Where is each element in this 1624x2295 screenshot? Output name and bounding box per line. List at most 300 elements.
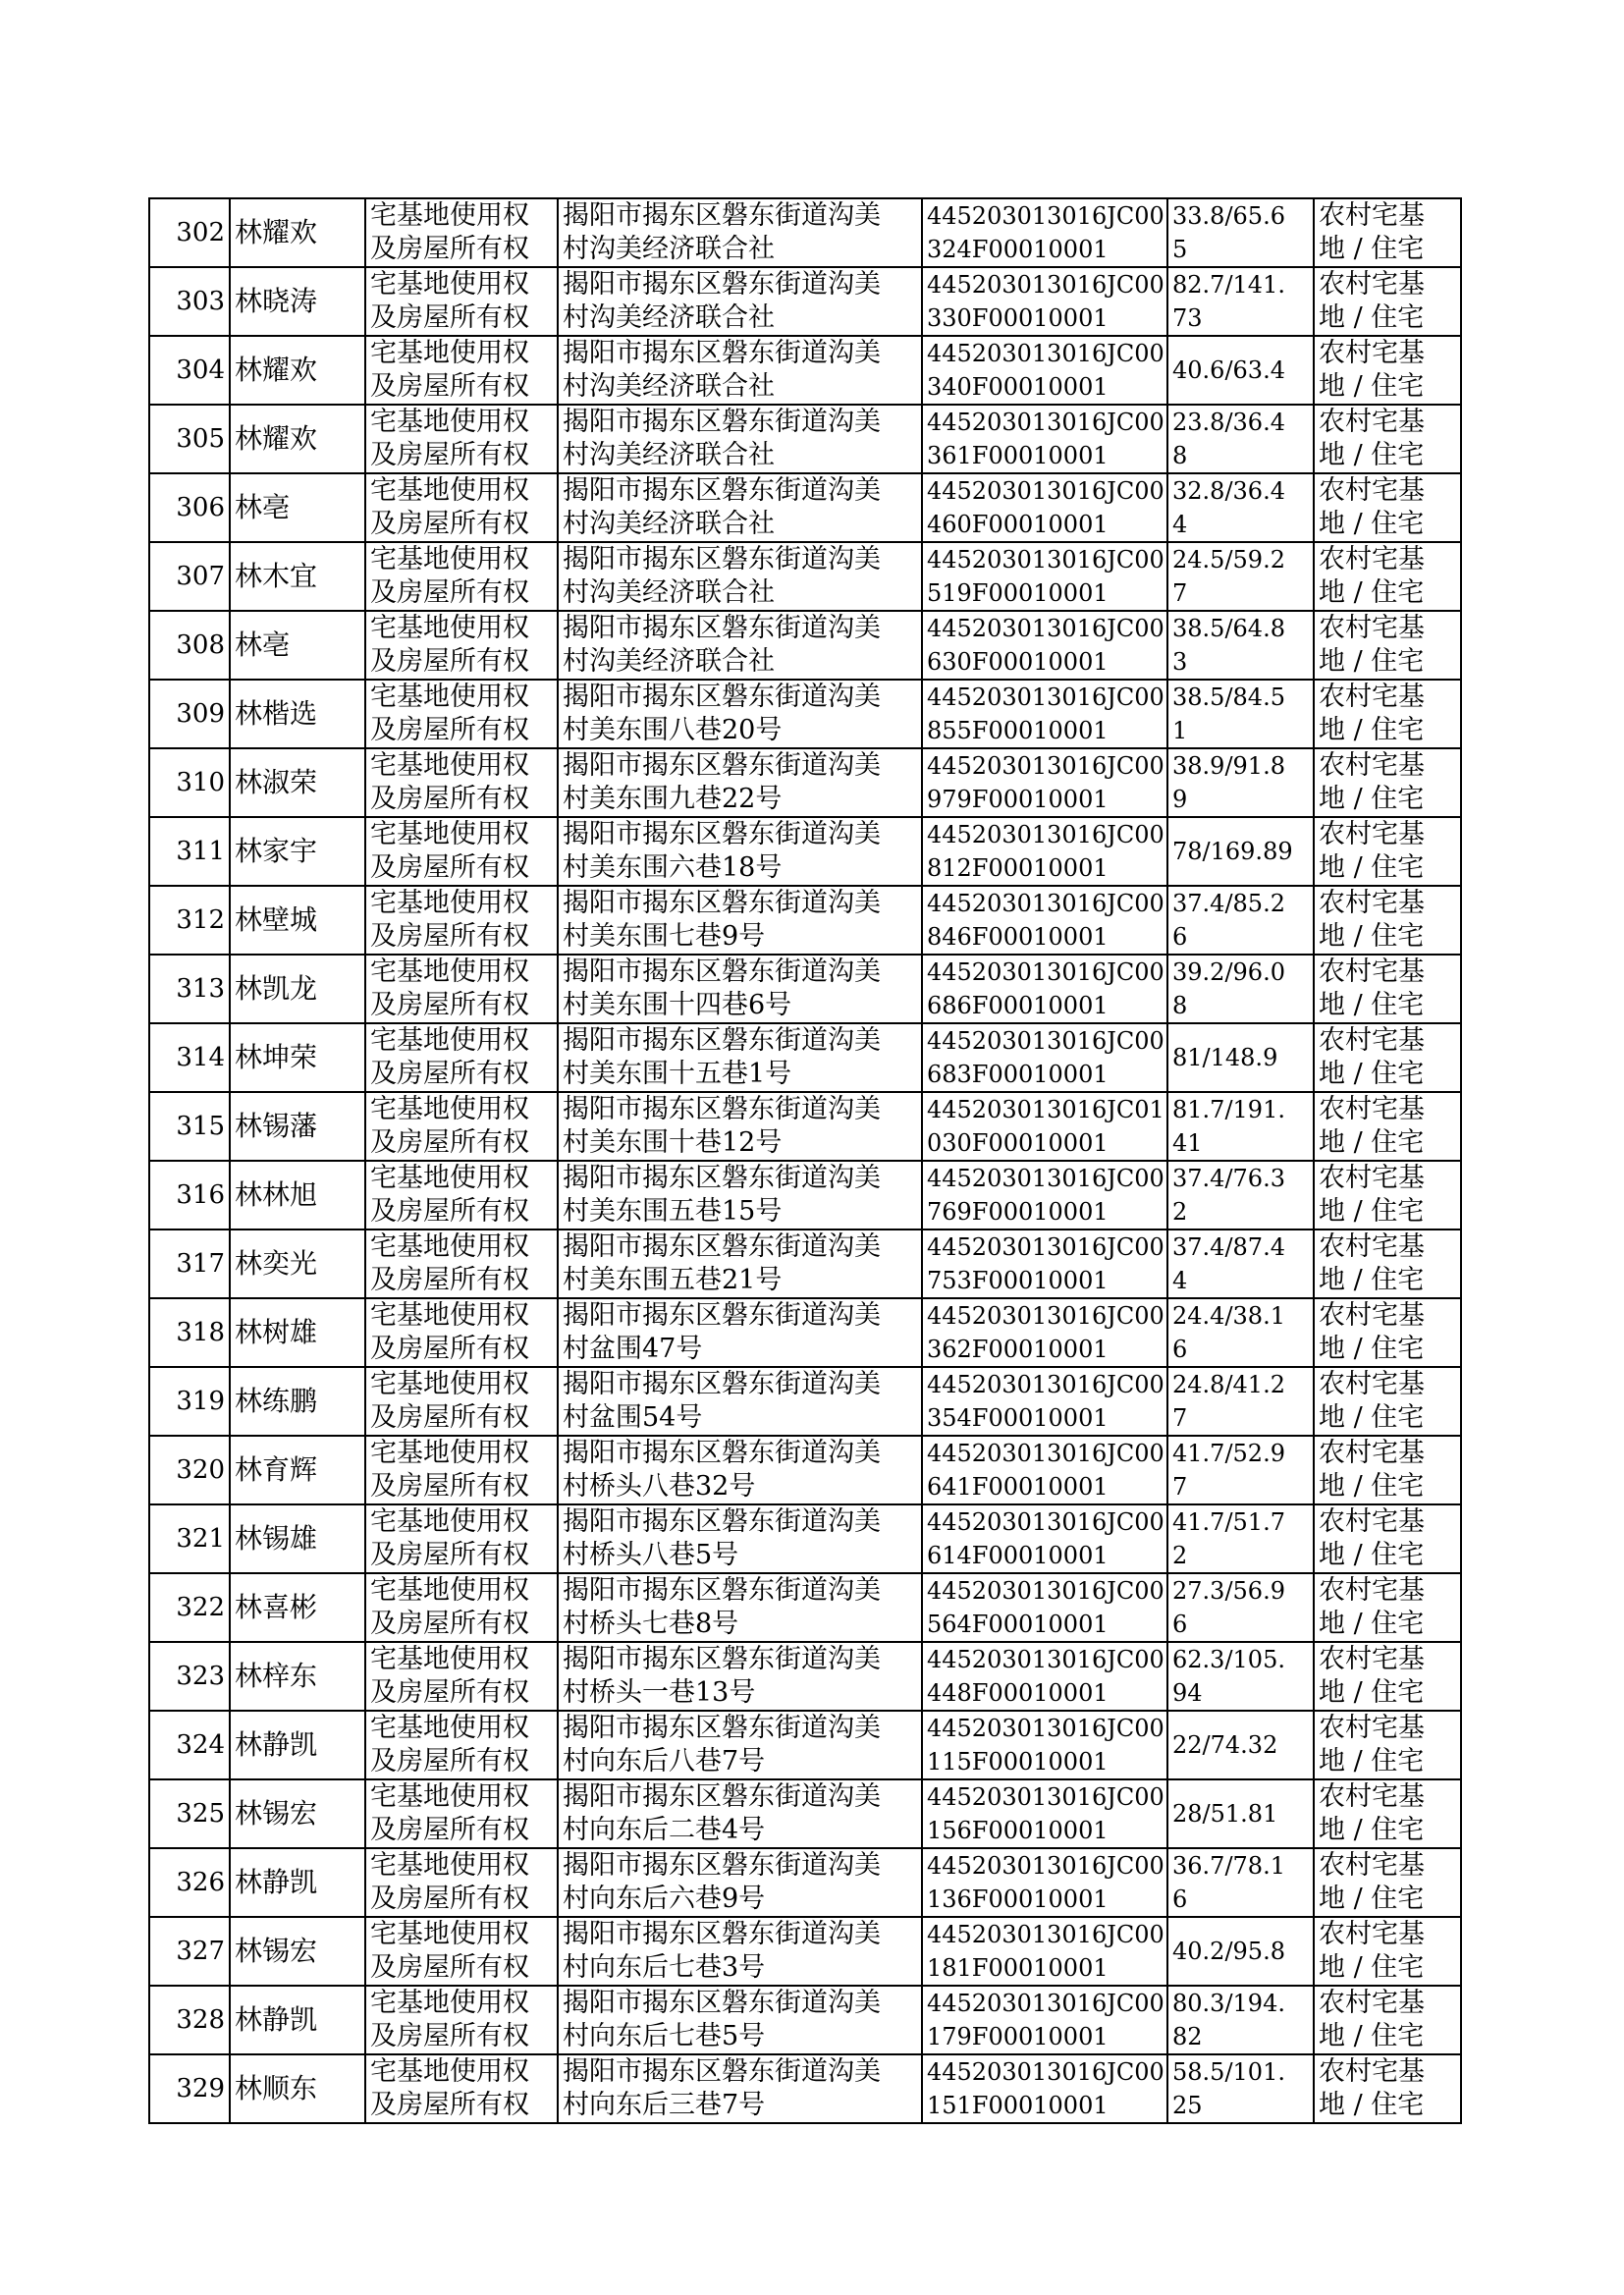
unit-code-cell (922, 1367, 1167, 1436)
land-use-cell-line: 地 / 住宅 (1319, 1471, 1425, 1502)
land-use-cell (1314, 1023, 1461, 1092)
area-cell (1167, 1367, 1314, 1436)
unit-code-cell-line: 445203013016JC00 (927, 409, 1164, 436)
row-number-cell: 304 (149, 336, 230, 405)
land-use-cell (1314, 886, 1461, 955)
unit-code-cell-line: 156F00010001 (927, 1817, 1109, 1844)
unit-code-cell-line: 362F00010001 (927, 1336, 1109, 1363)
land-use-cell (1314, 611, 1461, 680)
area-cell-line: 78/169.89 (1172, 838, 1293, 865)
unit-code-cell (922, 1986, 1167, 2054)
address-cell (558, 473, 922, 542)
unit-code-cell (922, 1504, 1167, 1573)
address-cell-line: 村盆围54号 (563, 1402, 703, 1433)
land-use-cell-line: 农村宅基 (1319, 1025, 1425, 1056)
address-cell-line: 揭阳市揭东区磐东街道沟美 (563, 338, 881, 368)
address-cell-line: 揭阳市揭东区磐东街道沟美 (563, 2056, 881, 2087)
right-type-cell-line: 宅基地使用权 (370, 2056, 529, 2087)
unit-code-cell-line: 445203013016JC00 (927, 1715, 1164, 1742)
area-cell-line: 73 (1172, 304, 1203, 332)
land-use-cell (1314, 1573, 1461, 1642)
owner-name-cell: 林锡雄 (230, 1504, 365, 1573)
right-type-cell (365, 1298, 558, 1367)
owner-name-cell: 林静凯 (230, 1986, 365, 2054)
row-number-cell: 321 (149, 1504, 230, 1573)
land-use-cell-line: 农村宅基 (1319, 750, 1425, 781)
land-use-cell-line: 农村宅基 (1319, 1575, 1425, 1606)
area-cell-line: 58.5/101. (1172, 2058, 1285, 2086)
unit-code-cell (922, 1848, 1167, 1917)
right-type-cell-line: 宅基地使用权 (370, 1850, 529, 1881)
table-row (149, 1367, 1461, 1436)
right-type-cell-line: 及房屋所有权 (370, 1127, 529, 1158)
area-cell-line: 7 (1172, 579, 1188, 607)
row-number-cell: 318 (149, 1298, 230, 1367)
address-cell (558, 1504, 922, 1573)
unit-code-cell-line: 445203013016JC00 (927, 271, 1164, 299)
area-cell-line: 4 (1172, 511, 1188, 538)
owner-name-cell: 林耀欢 (230, 336, 365, 405)
land-use-cell-line: 地 / 住宅 (1319, 1609, 1425, 1639)
owner-name-cell: 林林旭 (230, 1161, 365, 1229)
unit-code-cell (922, 611, 1167, 680)
right-type-cell (365, 1161, 558, 1229)
area-cell-line: 1 (1172, 717, 1188, 744)
unit-code-cell-line: 614F00010001 (927, 1542, 1109, 1569)
right-type-cell (365, 886, 558, 955)
address-cell (558, 886, 922, 955)
land-use-cell-line: 地 / 住宅 (1319, 509, 1425, 539)
area-cell-line: 6 (1172, 1885, 1188, 1913)
address-cell-line: 村桥头八巷32号 (563, 1471, 756, 1502)
area-cell-line: 41.7/52.9 (1172, 1440, 1285, 1467)
row-number-cell: 319 (149, 1367, 230, 1436)
row-number-cell: 315 (149, 1092, 230, 1161)
address-cell-line: 揭阳市揭东区磐东街道沟美 (563, 1300, 881, 1331)
land-use-cell (1314, 1298, 1461, 1367)
address-cell-line: 村美东围六巷18号 (563, 852, 783, 883)
address-cell-line: 揭阳市揭东区磐东街道沟美 (563, 407, 881, 437)
area-cell-line: 2 (1172, 1542, 1188, 1569)
unit-code-cell-line: 519F00010001 (927, 579, 1109, 607)
area-cell-line: 6 (1172, 1336, 1188, 1363)
right-type-cell-line: 宅基地使用权 (370, 200, 529, 231)
row-number-cell: 329 (149, 2054, 230, 2123)
owner-name-cell: 林凯龙 (230, 955, 365, 1023)
owner-name-cell: 林亳 (230, 473, 365, 542)
unit-code-cell-line: 445203013016JC00 (927, 1783, 1164, 1811)
address-cell-line: 揭阳市揭东区磐东街道沟美 (563, 819, 881, 849)
row-number-cell: 322 (149, 1573, 230, 1642)
area-cell (1167, 1161, 1314, 1229)
table-row (149, 542, 1461, 611)
right-type-cell-line: 及房屋所有权 (370, 715, 529, 745)
area-cell-line: 25 (1172, 2092, 1203, 2119)
land-use-cell (1314, 680, 1461, 748)
land-use-cell-line: 地 / 住宅 (1319, 1196, 1425, 1227)
right-type-cell (365, 405, 558, 473)
unit-code-cell-line: 445203013016JC00 (927, 1440, 1164, 1467)
unit-code-cell (922, 1229, 1167, 1298)
address-cell-line: 村桥头一巷13号 (563, 1677, 756, 1708)
address-cell (558, 748, 922, 817)
land-use-cell-line: 地 / 住宅 (1319, 577, 1425, 608)
row-number-cell: 303 (149, 267, 230, 336)
land-use-cell (1314, 1642, 1461, 1711)
unit-code-cell-line: 324F00010001 (927, 236, 1109, 263)
right-type-cell-line: 宅基地使用权 (370, 1575, 529, 1606)
area-cell (1167, 1436, 1314, 1504)
unit-code-cell-line: 445203013016JC00 (927, 1165, 1164, 1192)
area-cell-line: 7 (1172, 1404, 1188, 1432)
unit-code-cell (922, 405, 1167, 473)
address-cell-line: 揭阳市揭东区磐东街道沟美 (563, 1506, 881, 1537)
land-use-cell (1314, 1917, 1461, 1986)
unit-code-cell (922, 1642, 1167, 1711)
land-use-cell-line: 农村宅基 (1319, 819, 1425, 849)
row-number-cell: 323 (149, 1642, 230, 1711)
land-use-cell-line: 地 / 住宅 (1319, 921, 1425, 952)
owner-name-cell: 林喜彬 (230, 1573, 365, 1642)
land-use-cell (1314, 1229, 1461, 1298)
land-use-cell-line: 农村宅基 (1319, 1713, 1425, 1743)
right-type-cell-line: 宅基地使用权 (370, 269, 529, 300)
area-cell-line: 41.7/51.7 (1172, 1508, 1285, 1536)
address-cell-line: 村向东后二巷4号 (563, 1815, 766, 1845)
area-cell-line: 39.2/96.0 (1172, 958, 1285, 986)
unit-code-cell (922, 473, 1167, 542)
unit-code-cell (922, 680, 1167, 748)
right-type-cell-line: 及房屋所有权 (370, 1471, 529, 1502)
unit-code-cell (922, 336, 1167, 405)
table-row (149, 1023, 1461, 1092)
area-cell-line: 36.7/78.1 (1172, 1852, 1285, 1880)
land-use-cell (1314, 198, 1461, 267)
right-type-cell (365, 2054, 558, 2123)
area-cell (1167, 1917, 1314, 1986)
owner-name-cell: 林顺东 (230, 2054, 365, 2123)
unit-code-cell-line: 445203013016JC00 (927, 958, 1164, 986)
right-type-cell (365, 1986, 558, 2054)
right-type-cell-line: 及房屋所有权 (370, 1196, 529, 1227)
address-cell-line: 揭阳市揭东区磐东街道沟美 (563, 1231, 881, 1262)
address-cell (558, 1573, 922, 1642)
right-type-cell (365, 267, 558, 336)
right-type-cell-line: 及房屋所有权 (370, 1609, 529, 1639)
table-row (149, 817, 1461, 886)
right-type-cell-line: 及房屋所有权 (370, 1334, 529, 1364)
address-cell (558, 1779, 922, 1848)
unit-code-cell-line: 769F00010001 (927, 1198, 1109, 1226)
address-cell (558, 611, 922, 680)
address-cell (558, 267, 922, 336)
land-use-cell (1314, 1092, 1461, 1161)
land-use-cell (1314, 817, 1461, 886)
unit-code-cell-line: 445203013016JC00 (927, 1233, 1164, 1261)
unit-code-cell-line: 445203013016JC00 (927, 1646, 1164, 1673)
owner-name-cell: 林楷选 (230, 680, 365, 748)
unit-code-cell-line: 445203013016JC00 (927, 340, 1164, 367)
right-type-cell (365, 473, 558, 542)
area-cell (1167, 267, 1314, 336)
table-row (149, 955, 1461, 1023)
owner-name-cell: 林练鹏 (230, 1367, 365, 1436)
address-cell (558, 1298, 922, 1367)
land-use-cell-line: 农村宅基 (1319, 1438, 1425, 1468)
owner-name-cell: 林壁城 (230, 886, 365, 955)
land-use-cell-line: 地 / 住宅 (1319, 2021, 1425, 2051)
land-use-cell-line: 地 / 住宅 (1319, 2090, 1425, 2120)
land-use-cell-line: 农村宅基 (1319, 613, 1425, 643)
address-cell-line: 揭阳市揭东区磐东街道沟美 (563, 1369, 881, 1399)
right-type-cell-line: 宅基地使用权 (370, 338, 529, 368)
table-row (149, 748, 1461, 817)
unit-code-cell-line: 630F00010001 (927, 648, 1109, 676)
right-type-cell-line: 宅基地使用权 (370, 407, 529, 437)
row-number-cell: 306 (149, 473, 230, 542)
address-cell (558, 1367, 922, 1436)
address-cell-line: 揭阳市揭东区磐东街道沟美 (563, 1575, 881, 1606)
area-cell-line: 40.2/95.8 (1172, 1938, 1285, 1965)
unit-code-cell-line: 460F00010001 (927, 511, 1109, 538)
area-cell-line: 37.4/85.2 (1172, 890, 1285, 917)
address-cell (558, 1917, 922, 1986)
row-number-cell: 316 (149, 1161, 230, 1229)
right-type-cell-line: 宅基地使用权 (370, 1506, 529, 1537)
row-number-cell: 309 (149, 680, 230, 748)
land-use-cell-line: 地 / 住宅 (1319, 646, 1425, 677)
right-type-cell-line: 及房屋所有权 (370, 1540, 529, 1570)
address-cell-line: 村沟美经济联合社 (563, 509, 775, 539)
address-cell-line: 揭阳市揭东区磐东街道沟美 (563, 1713, 881, 1743)
right-type-cell-line: 及房屋所有权 (370, 509, 529, 539)
unit-code-cell (922, 2054, 1167, 2123)
land-use-cell (1314, 1504, 1461, 1573)
row-number-cell: 307 (149, 542, 230, 611)
table-row (149, 1848, 1461, 1917)
address-cell-line: 揭阳市揭东区磐东街道沟美 (563, 682, 881, 712)
table-row (149, 1711, 1461, 1779)
row-number-cell: 312 (149, 886, 230, 955)
unit-code-cell-line: 683F00010001 (927, 1061, 1109, 1088)
unit-code-cell-line: 115F00010001 (927, 1748, 1109, 1776)
land-use-cell-line: 农村宅基 (1319, 200, 1425, 231)
unit-code-cell-line: 445203013016JC01 (927, 1096, 1164, 1123)
unit-code-cell (922, 267, 1167, 336)
right-type-cell (365, 1023, 558, 1092)
owner-name-cell: 林耀欢 (230, 405, 365, 473)
land-use-cell-line: 农村宅基 (1319, 956, 1425, 987)
address-cell-line: 村美东围十四巷6号 (563, 990, 792, 1020)
unit-code-cell-line: 979F00010001 (927, 786, 1109, 813)
address-cell-line: 村美东围五巷21号 (563, 1265, 783, 1295)
unit-code-cell (922, 1779, 1167, 1848)
area-cell-line: 24.4/38.1 (1172, 1302, 1285, 1330)
address-cell-line: 揭阳市揭东区磐东街道沟美 (563, 1438, 881, 1468)
owner-name-cell: 林静凯 (230, 1848, 365, 1917)
owner-name-cell: 林晓涛 (230, 267, 365, 336)
right-type-cell-line: 及房屋所有权 (370, 1265, 529, 1295)
address-cell-line: 村沟美经济联合社 (563, 440, 775, 470)
right-type-cell-line: 宅基地使用权 (370, 888, 529, 918)
area-cell-line: 22/74.32 (1172, 1731, 1278, 1759)
area-cell (1167, 1298, 1314, 1367)
address-cell-line: 村沟美经济联合社 (563, 577, 775, 608)
right-type-cell-line: 宅基地使用权 (370, 1644, 529, 1674)
property-rights-table (148, 197, 1462, 2124)
land-use-cell-line: 农村宅基 (1319, 544, 1425, 574)
right-type-cell (365, 198, 558, 267)
address-cell (558, 2054, 922, 2123)
row-number-cell: 327 (149, 1917, 230, 1986)
area-cell-line: 23.8/36.4 (1172, 409, 1285, 436)
owner-name-cell: 林奕光 (230, 1229, 365, 1298)
right-type-cell (365, 1917, 558, 1986)
land-use-cell-line: 农村宅基 (1319, 1850, 1425, 1881)
row-number-cell: 302 (149, 198, 230, 267)
land-use-cell (1314, 267, 1461, 336)
land-use-cell-line: 农村宅基 (1319, 1988, 1425, 2018)
right-type-cell-line: 宅基地使用权 (370, 544, 529, 574)
address-cell (558, 1986, 922, 2054)
owner-name-cell: 林家宇 (230, 817, 365, 886)
area-cell-line: 37.4/76.3 (1172, 1165, 1285, 1192)
table-row (149, 405, 1461, 473)
right-type-cell-line: 及房屋所有权 (370, 852, 529, 883)
owner-name-cell: 林树雄 (230, 1298, 365, 1367)
land-use-cell-line: 地 / 住宅 (1319, 852, 1425, 883)
address-cell-line: 村沟美经济联合社 (563, 646, 775, 677)
unit-code-cell-line: 445203013016JC00 (927, 1577, 1164, 1605)
address-cell-line: 村向东后八巷7号 (563, 1746, 766, 1776)
unit-code-cell-line: 445203013016JC00 (927, 1852, 1164, 1880)
right-type-cell (365, 1092, 558, 1161)
unit-code-cell (922, 1092, 1167, 1161)
row-number-cell: 314 (149, 1023, 230, 1092)
area-cell (1167, 1504, 1314, 1573)
unit-code-cell-line: 445203013016JC00 (927, 683, 1164, 711)
address-cell (558, 680, 922, 748)
address-cell-line: 揭阳市揭东区磐东街道沟美 (563, 1094, 881, 1124)
area-cell-line: 33.8/65.6 (1172, 202, 1285, 230)
address-cell-line: 村沟美经济联合社 (563, 302, 775, 333)
address-cell (558, 542, 922, 611)
area-cell-line: 24.8/41.2 (1172, 1371, 1285, 1398)
area-cell (1167, 198, 1314, 267)
address-cell (558, 955, 922, 1023)
land-use-cell-line: 农村宅基 (1319, 407, 1425, 437)
right-type-cell-line: 及房屋所有权 (370, 371, 529, 402)
area-cell (1167, 1986, 1314, 2054)
table-row (149, 1092, 1461, 1161)
land-use-cell-line: 地 / 住宅 (1319, 234, 1425, 264)
right-type-cell-line: 宅基地使用权 (370, 1163, 529, 1193)
right-type-cell (365, 1642, 558, 1711)
area-cell-line: 6 (1172, 1611, 1188, 1638)
area-cell (1167, 1711, 1314, 1779)
owner-name-cell: 林耀欢 (230, 198, 365, 267)
unit-code-cell-line: 445203013016JC00 (927, 1027, 1164, 1055)
unit-code-cell-line: 753F00010001 (927, 1267, 1109, 1294)
right-type-cell (365, 817, 558, 886)
address-cell-line: 村美东围十巷12号 (563, 1127, 783, 1158)
address-cell-line: 村盆围47号 (563, 1334, 703, 1364)
unit-code-cell-line: 330F00010001 (927, 304, 1109, 332)
table-row (149, 1573, 1461, 1642)
land-use-cell (1314, 1779, 1461, 1848)
land-use-cell-line: 地 / 住宅 (1319, 1265, 1425, 1295)
land-use-cell-line: 农村宅基 (1319, 1781, 1425, 1812)
table-row (149, 886, 1461, 955)
address-cell-line: 揭阳市揭东区磐东街道沟美 (563, 1025, 881, 1056)
area-cell-line: 62.3/105. (1172, 1646, 1285, 1673)
owner-name-cell: 林木宜 (230, 542, 365, 611)
unit-code-cell (922, 1573, 1167, 1642)
table-row (149, 1229, 1461, 1298)
unit-code-cell-line: 136F00010001 (927, 1885, 1109, 1913)
unit-code-cell-line: 361F00010001 (927, 442, 1109, 469)
address-cell (558, 1023, 922, 1092)
land-use-cell-line: 地 / 住宅 (1319, 784, 1425, 814)
land-use-cell (1314, 336, 1461, 405)
land-use-cell-line: 地 / 住宅 (1319, 1884, 1425, 1914)
right-type-cell-line: 及房屋所有权 (370, 1402, 529, 1433)
table-row (149, 1504, 1461, 1573)
right-type-cell-line: 及房屋所有权 (370, 646, 529, 677)
unit-code-cell (922, 1436, 1167, 1504)
area-cell-line: 38.5/84.5 (1172, 683, 1285, 711)
right-type-cell-line: 及房屋所有权 (370, 1952, 529, 1983)
unit-code-cell-line: 354F00010001 (927, 1404, 1109, 1432)
right-type-cell-line: 宅基地使用权 (370, 750, 529, 781)
land-use-cell (1314, 1436, 1461, 1504)
land-use-cell-line: 地 / 住宅 (1319, 715, 1425, 745)
right-type-cell-line: 及房屋所有权 (370, 1059, 529, 1089)
row-number-cell: 308 (149, 611, 230, 680)
right-type-cell-line: 及房屋所有权 (370, 577, 529, 608)
land-use-cell-line: 地 / 住宅 (1319, 1127, 1425, 1158)
address-cell (558, 1161, 922, 1229)
right-type-cell (365, 955, 558, 1023)
address-cell (558, 198, 922, 267)
land-use-cell-line: 农村宅基 (1319, 269, 1425, 300)
land-use-cell-line: 农村宅基 (1319, 1506, 1425, 1537)
land-use-cell-line: 地 / 住宅 (1319, 302, 1425, 333)
right-type-cell-line: 宅基地使用权 (370, 1231, 529, 1262)
right-type-cell-line: 宅基地使用权 (370, 475, 529, 506)
land-use-cell-line: 农村宅基 (1319, 888, 1425, 918)
owner-name-cell: 林梓东 (230, 1642, 365, 1711)
table-row (149, 1779, 1461, 1848)
table-row (149, 1436, 1461, 1504)
table-row (149, 1986, 1461, 2054)
address-cell (558, 1229, 922, 1298)
address-cell-line: 村美东围九巷22号 (563, 784, 783, 814)
unit-code-cell-line: 445203013016JC00 (927, 477, 1164, 505)
right-type-cell (365, 1504, 558, 1573)
address-cell-line: 揭阳市揭东区磐东街道沟美 (563, 1988, 881, 2018)
area-cell (1167, 817, 1314, 886)
address-cell-line: 揭阳市揭东区磐东街道沟美 (563, 750, 881, 781)
right-type-cell-line: 宅基地使用权 (370, 1369, 529, 1399)
right-type-cell-line: 及房屋所有权 (370, 784, 529, 814)
land-use-cell-line: 地 / 住宅 (1319, 371, 1425, 402)
land-use-cell-line: 农村宅基 (1319, 1231, 1425, 1262)
right-type-cell (365, 1573, 558, 1642)
area-cell-line: 24.5/59.2 (1172, 546, 1285, 574)
address-cell-line: 村桥头八巷5号 (563, 1540, 739, 1570)
land-use-cell (1314, 2054, 1461, 2123)
